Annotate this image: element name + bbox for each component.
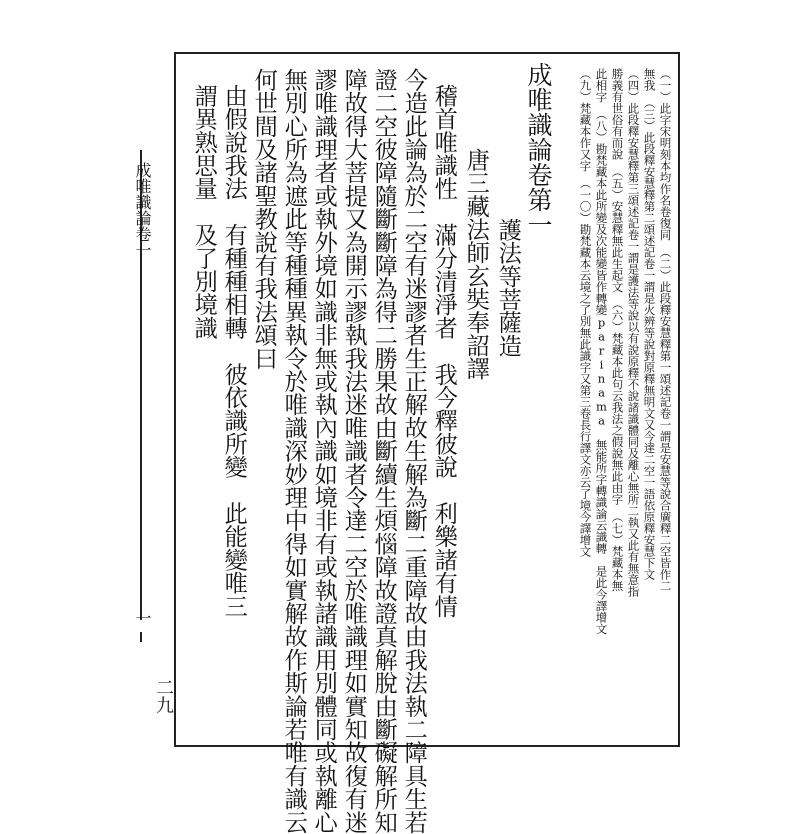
page-number: 二九 <box>153 678 174 714</box>
running-title: 成唯識論卷一 <box>133 162 152 258</box>
text-column: 障故得大菩提又為開示謬執我法迷唯識者令達二空於唯識理如實知故復有迷 <box>340 68 368 834</box>
text-column: 無別心所為遮此等種種異執令於唯識深妙理中得如實解故作斯論若唯有識云 <box>280 68 308 834</box>
text-column: 謂異熟思量 及了別境識 <box>190 84 218 340</box>
text-column: 證二空彼障隨斷斷障為得二勝果故由斷續生煩惱障故證真解脫由斷礙解所知 <box>370 68 398 834</box>
sheet-number: 一 <box>133 610 152 626</box>
text-column: 由假說我法 有種種相轉 彼依識所變 此能變唯三 <box>220 84 248 618</box>
text-column: 今造此論為於二空有迷謬者生正解故生解為斷二重障故由我法執二障具生若 <box>400 68 428 834</box>
collation-note: 無我 （三）此段釋安慧釋第二頌述記卷一謂是火辨等說對原釋無明文又今達二空一語依原釋安慧下文 <box>642 68 657 580</box>
collation-note: （九）梵藏本作又字 （一〇）勘梵藏本云境之了別無此識字又第三卷長行譯文亦云了境今譯增文 <box>578 68 593 557</box>
margin-rule-lower <box>140 632 142 642</box>
text-column: 謬唯識理者或執外境如識非無或執內識如境非有或執諸識用別體同或執離心 <box>310 68 338 834</box>
translator-line: 唐三藏法師玄奘奉詔譯 <box>462 148 490 380</box>
text-column: 稽首唯識性 滿分清淨者 我今釋彼說 利樂諸有情 <box>430 84 458 618</box>
text-column: 何世間及諸聖教說有我法頌曰 <box>250 68 278 370</box>
collation-note: 勝義有世俗有而說 （五）安慧釋無此生起文 （六）梵藏本此句云我法之假說無此由字 （七）梵藏本無 <box>610 68 625 592</box>
chapter-title: 成唯識論卷第一 <box>524 62 553 237</box>
collation-note: （四）此段釋安慧釋第三頌述記卷一謂是護法等說以有說原釋不說諸識體同及離心無所二執又此有無意指 <box>626 68 641 597</box>
author-line: 護法等菩薩造 <box>494 218 522 358</box>
collation-note: 此相字 （八）勘梵藏本此所變及次能變皆作轉變parinama 無能所字轉識論云識轉 是此今譯增文 <box>594 68 609 635</box>
collation-note: （一）此字宋明刻本均作名卷復同 （二）此段釋安慧釋第一頌述記卷一謂是安慧等說合廣釋二空皆作二 <box>658 68 673 592</box>
